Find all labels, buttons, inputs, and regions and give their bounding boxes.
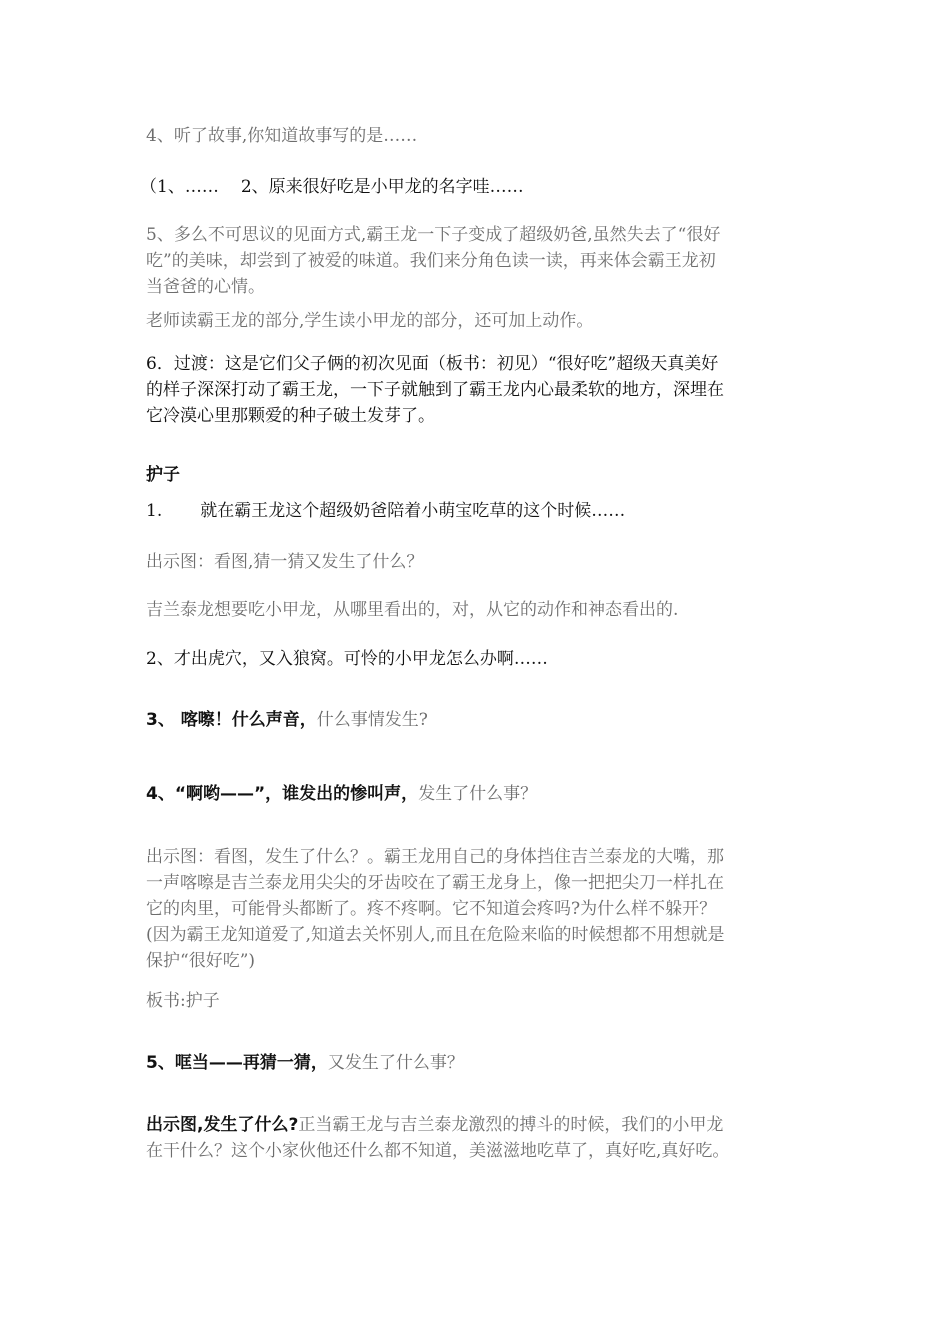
- step-number: 1.: [146, 501, 163, 521]
- line: 当爸爸的心情。: [146, 277, 265, 297]
- line: 5、多么不可思议的见面方式,霸王龙一下子变成了超级奶爸,虽然失去了“很好: [146, 225, 721, 245]
- section-heading: [146, 462, 816, 488]
- step-5: [146, 1050, 816, 1076]
- bold-text: 出示图,发生了什么?: [146, 1115, 299, 1135]
- line: 保护“很好吃”): [146, 951, 256, 971]
- paragraph-board-note: [146, 988, 816, 1014]
- answer-1: （1、……: [140, 177, 219, 197]
- bold-text: 4、“啊哟——”，谁发出的惨叫声，: [146, 784, 419, 804]
- step-3: [146, 707, 816, 733]
- answer-2: 2、原来很好吃是小甲龙的名字哇……: [240, 177, 524, 197]
- step-4: [146, 781, 816, 807]
- line: 它的肉里，可能骨头都断了。疼不疼啊。它不知道会疼吗?为什么样不躲开？: [146, 899, 717, 919]
- paragraph-question-4: [146, 123, 816, 149]
- text: 板书:护子: [146, 991, 220, 1011]
- paragraph-question-5: [146, 222, 816, 300]
- paragraph-show-picture-3: [146, 1112, 816, 1164]
- text: 吉兰泰龙想要吃小甲龙，从哪里看出的，对，从它的动作和神态看出的.: [146, 600, 679, 620]
- text: 发生了什么事？: [418, 784, 538, 804]
- heading-text: 护子: [146, 465, 180, 485]
- line: 的样子深深打动了霸王龙，一下子就触到了霸王龙内心最柔软的地方，深埋在: [146, 380, 724, 400]
- bold-text: 3、 喀嚓！什么声音，: [146, 710, 317, 730]
- text: 正当霸王龙与吉兰泰龙激烈的搏斗的时候，我们的小甲龙: [298, 1115, 724, 1135]
- text: 什么事情发生?: [316, 710, 428, 730]
- text: 又发生了什么事？: [327, 1053, 464, 1073]
- paragraph-role-reading: [146, 308, 816, 334]
- line: (因为霸王龙知道爱了,知道去关怀别人,而且在危险来临的时候想都不用想就是: [146, 925, 725, 945]
- step-1: [146, 498, 816, 524]
- paragraph-transition: [146, 351, 816, 429]
- line: 出示图：看图，发生了什么？。霸王龙用自己的身体挡住吉兰泰龙的大嘴，那: [146, 847, 724, 867]
- line: 它冷漠心里那颗爱的种子破土发芽了。: [146, 406, 435, 426]
- step-2: [146, 646, 816, 672]
- paragraph-show-picture-2: [146, 844, 816, 974]
- paragraph-show-picture-1: [146, 549, 816, 575]
- line: 吃”的美味，却尝到了被爱的味道。我们来分角色读一读，再来体会霸王龙初: [146, 251, 716, 271]
- bold-text: 5、哐当——再猜一猜，: [146, 1053, 328, 1073]
- line: 一声喀嚓是吉兰泰龙用尖尖的牙齿咬在了霸王龙身上，像一把把尖刀一样扎在: [146, 873, 724, 893]
- text: 4、听了故事,你知道故事写的是……: [146, 126, 418, 146]
- text: 2、才出虎穴，又入狼窝。可怜的小甲龙怎么办啊……: [146, 649, 548, 669]
- line: 在干什么？这个小家伙他还什么都不知道，美滋滋地吃草了，真好吃,真好吃。: [146, 1141, 730, 1161]
- line: 6．过渡：这是它们父子俩的初次见面（板书：初见）“很好吃”超级天真美好: [146, 354, 719, 374]
- line: [146, 1112, 816, 1138]
- step-text: 就在霸王龙这个超级奶爸陪着小萌宝吃草的这个时候……: [200, 501, 626, 521]
- paragraph-gilantai: [146, 597, 816, 623]
- paragraph-answers: [140, 174, 810, 200]
- text: 出示图：看图,猜一猜又发生了什么？: [146, 552, 424, 572]
- text: 老师读霸王龙的部分,学生读小甲龙的部分，还可加上动作。: [146, 311, 594, 331]
